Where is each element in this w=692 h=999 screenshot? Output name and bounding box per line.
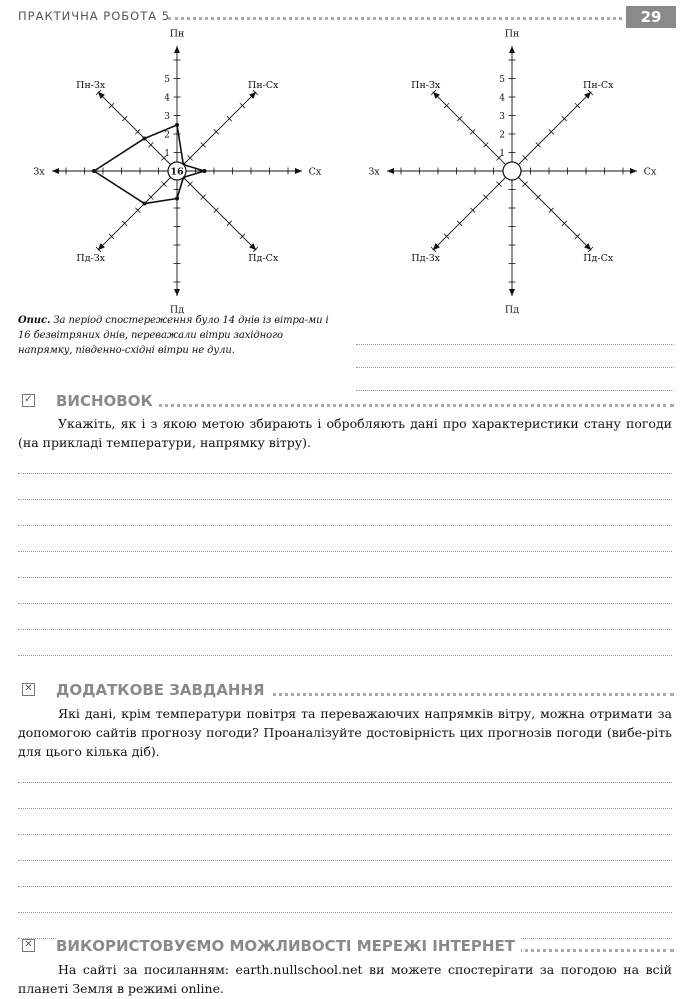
axis-3 <box>512 171 591 250</box>
checkbox-icon: ✓ <box>22 394 35 407</box>
axis-label-1: Пн-Сх <box>583 80 614 92</box>
conclusion-heading <box>22 392 674 412</box>
axis-label-4: Пд <box>504 304 520 316</box>
axis-label-6: Зх <box>33 166 45 178</box>
tick-label: 1 <box>499 149 505 159</box>
tick-label: 1 <box>164 149 170 159</box>
caption-answer-lines[interactable] <box>356 322 674 391</box>
tick-label: 3 <box>164 112 170 122</box>
conclusion-title: ВИСНОВОК <box>56 392 159 410</box>
caption-label: Опис. <box>18 315 51 326</box>
tick-label: 4 <box>499 93 505 104</box>
axis-1 <box>512 92 591 171</box>
conclusion-answer-lines[interactable] <box>18 448 672 656</box>
header-divider <box>168 17 622 20</box>
data-point-Сх <box>203 169 207 173</box>
axis-label-6: Зх <box>368 166 380 178</box>
wind-rose-blank <box>346 28 692 316</box>
data-point-Пд <box>175 197 179 201</box>
axis-label-2: Сх <box>643 166 657 178</box>
axis-label-5: Пд-Зх <box>76 252 106 264</box>
tick-label: 4 <box>164 93 170 104</box>
axis-label-4: Пд <box>169 304 185 316</box>
wind-rose-caption <box>18 313 338 358</box>
calm-days-circle <box>503 162 521 180</box>
data-point-Зх <box>92 169 96 173</box>
data-point-Пн <box>175 123 179 127</box>
tick-label: 2 <box>499 130 505 141</box>
page-number: 29 <box>626 6 676 28</box>
axis-1 <box>177 92 256 171</box>
axis-label-1: Пн-Сх <box>248 80 279 92</box>
axis-3 <box>177 171 256 250</box>
axis-label-2: Сх <box>308 166 322 178</box>
calm-days-count: 16 <box>170 166 184 178</box>
axis-label-0: Пн <box>504 28 520 40</box>
internet-title: ВИКОРИСТОВУЄМО МОЖЛИВОСТІ МЕРЕЖІ ІНТЕРНЕТ <box>56 937 521 955</box>
wind-polygon <box>94 125 205 204</box>
extra-task-heading <box>22 681 674 701</box>
internet-text: На сайті за посиланням: earth.nullschool.net ви можете спостерігати за погодою на всій планеті Земля в режимі online. <box>18 962 672 996</box>
axis-label-5: Пд-Зх <box>411 252 441 264</box>
tick-label: 5 <box>164 75 170 85</box>
cross-box-icon: ✕ <box>22 683 35 696</box>
axis-label-7: Пн-Зх <box>411 80 441 92</box>
data-point-Пн-Зх <box>142 136 146 140</box>
extra-task-title: ДОДАТКОВЕ ЗАВДАННЯ <box>56 681 271 699</box>
page-header <box>0 0 692 34</box>
axis-label-0: Пн <box>169 28 185 40</box>
axis-label-3: Пд-Сх <box>583 252 614 264</box>
axis-label-3: Пд-Сх <box>248 252 279 264</box>
data-point-Пд-Зх <box>142 202 146 206</box>
axis-label-7: Пн-Зх <box>76 80 106 92</box>
tick-label: 3 <box>499 112 505 122</box>
extra-task-answer-lines[interactable] <box>18 757 672 939</box>
internet-heading <box>22 937 674 957</box>
cross-box-icon: ✕ <box>22 939 35 952</box>
wind-rose-example <box>0 28 346 316</box>
header-title: ПРАКТИЧНА РОБОТА 5 <box>18 9 171 23</box>
caption-text: За період спостереження було 14 днів із вітра-ми і 16 безвітряних днів, переважали вітри західного напрямку, південно-східні вітри не дули. <box>18 315 329 356</box>
conclusion-text: Укажіть, як і з якою метою збирають і обробляють дані про характеристики стану погоди (на прикладі температури, напрямку вітру). <box>18 416 672 450</box>
axis-5 <box>98 171 177 250</box>
axis-5 <box>433 171 512 250</box>
tick-label: 5 <box>499 75 505 85</box>
tick-label: 2 <box>164 130 170 141</box>
extra-task-text: Які дані, крім температури повітря та переважаючих напрямків вітру, можна отримати за допомогою сайтів прогнозу погоди? Проаналізуйте достовірність цих прогнозів погоди (вибе-ріть для цього кілька діб). <box>18 706 672 759</box>
